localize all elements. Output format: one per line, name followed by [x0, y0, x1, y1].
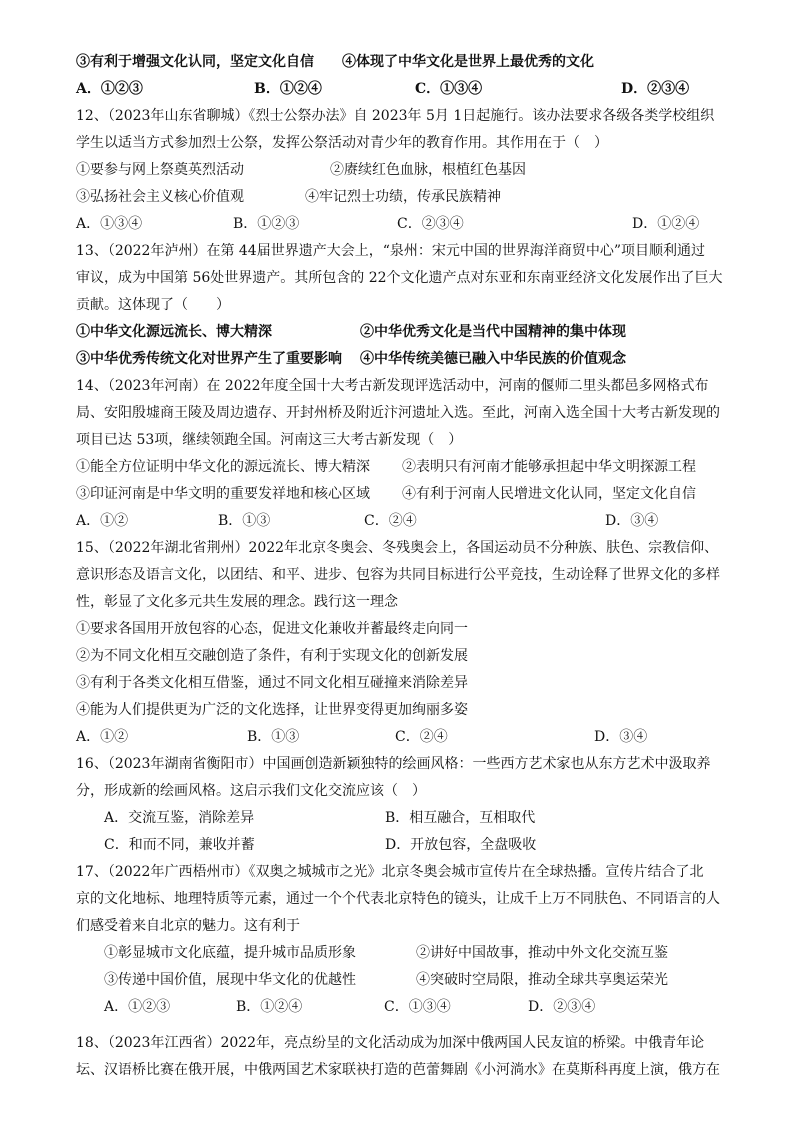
q12-option-1: ①要参与网上祭奠英烈活动	[76, 162, 244, 178]
q17-answer-d: D．②③④	[528, 999, 596, 1015]
q12-stem-line1: 12、（2023年山东省聊城）《烈士公祭办法》自 2023年 5月 1日起施行。该办法要求各级各类学校组织	[76, 108, 715, 124]
q14-answer-b: B．①③	[218, 513, 271, 529]
q16-answer-a: A．交流互鉴，消除差异	[104, 810, 255, 826]
q12-answer-a: A．①③④	[76, 216, 143, 232]
q12-stem-line2: 学生以适当方式参加烈士公祭，发挥公祭活动对青少年的教育作用。其作用在于（ ）	[76, 135, 608, 151]
q12-option-4: ④牢记烈士功绩，传承民族精神	[305, 189, 501, 205]
q17-stem-line2: 京的文化地标、地理特质等元素，通过一个个代表北京特色的镜头，让成千上万不同肤色、不同语言的人	[76, 891, 720, 907]
q15-option-1: ①要求各国用开放包容的心态，促进文化兼收并蓄最终走向同一	[76, 621, 468, 637]
q17-option-4: ④突破时空局限，推动全球共享奥运荣光	[416, 972, 668, 988]
q12-answer-b: B．①②③	[233, 216, 300, 232]
q14-answer-d: D．③④	[605, 513, 659, 529]
q13-stem-line1: 13、（2022年泸州）在第 44届世界遗产大会上，“泉州：宋元中国的世界海洋商贸中心”项目顺利通过	[76, 243, 706, 259]
q17-option-1: ①彰显城市文化底蕴，提升城市品质形象	[104, 945, 356, 961]
q15-option-4: ④能为人们提供更为广泛的文化选择，让世界变得更加绚丽多姿	[76, 702, 468, 718]
q15-answer-a: A．①②	[76, 729, 129, 745]
q16-answer-d: D．开放包容，全盘吸收	[385, 837, 537, 853]
q11-answer-c: C．①③④	[415, 81, 483, 97]
q15-option-3: ③有利于各类文化相互借鉴，通过不同文化相互碰撞来消除差异	[76, 675, 468, 691]
q18-stem-line2: 坛、汉语桥比赛在俄开展，中俄两国艺术家联袂打造的芭蕾舞剧《小河淌水》在莫斯科再度上演，俄方在	[76, 1062, 720, 1078]
q17-answer-b: B．①②④	[236, 999, 303, 1015]
q12-answer-c: C．②③④	[397, 216, 464, 232]
q16-answer-c: C．和而不同，兼收并蓄	[104, 837, 255, 853]
q17-answer-c: C．①③④	[384, 999, 451, 1015]
q14-stem-line1: 14、（2023年河南）在 2022年度全国十大考古新发现评选活动中，河南的偃师二里头都邑多网格式布	[76, 378, 709, 394]
q17-stem-line3: 们感受着来自北京的魅力。这有利于	[76, 918, 300, 934]
q12-option-3: ③弘扬社会主义核心价值观	[76, 189, 244, 205]
q15-option-2: ②为不同文化相互交融创造了条件，有利于实现文化的创新发展	[76, 648, 468, 664]
q17-answer-a: A．①②③	[104, 999, 171, 1015]
q14-option-1: ①能全方位证明中华文化的源远流长、博大精深	[76, 459, 370, 475]
q14-option-4: ④有利于河南人民增进文化认同，坚定文化自信	[402, 486, 696, 502]
q13-option-4: ④中华传统美德已融入中华民族的价值观念	[360, 351, 626, 367]
q15-stem-line3: 性，彰显了文化多元共生发展的理念。践行这一理念	[76, 594, 398, 610]
q13-option-2: ②中华优秀文化是当代中国精神的集中体现	[360, 324, 626, 340]
q18-stem-line1: 18、（2023年江西省）2022年，亮点纷呈的文化活动成为加深中俄两国人民友谊的桥梁。中俄青年论	[76, 1035, 705, 1051]
q16-answer-b: B．相互融合，互相取代	[385, 810, 536, 826]
q14-stem-line2: 局、安阳殷墟商王陵及周边遗存、开封州桥及附近汴河遗址入选。至此，河南入选全国十大考古新发现的	[76, 405, 720, 421]
q17-option-2: ②讲好中国故事，推动中外文化交流互鉴	[416, 945, 668, 961]
q14-option-2: ②表明只有河南才能够承担起中华文明探源工程	[402, 459, 696, 475]
q14-answer-c: C．②④	[364, 513, 417, 529]
q11-answer-d: D．②③④	[621, 81, 690, 97]
q13-stem-line2: 审议，成为中国第 56处世界遗产。其所包含的 22个文化遗产点对东亚和东南亚经济文化发展作出了巨大	[76, 270, 723, 286]
q17-option-3: ③传递中国价值，展现中华文化的优越性	[104, 972, 356, 988]
q14-option-3: ③印证河南是中华文明的重要发祥地和核心区域	[76, 486, 370, 502]
q13-stem-line3: 贡献。这体现了（ ）	[76, 297, 230, 313]
q15-answer-b: B．①③	[247, 729, 300, 745]
q15-stem-line1: 15、（2022年湖北省荆州）2022年北京冬奥会、冬残奥会上，各国运动员不分种族、肤色、宗教信仰、	[76, 540, 719, 556]
q15-answer-d: D．③④	[594, 729, 648, 745]
q13-option-3: ③中华优秀传统文化对世界产生了重要影响	[76, 351, 342, 367]
q14-answer-a: A．①②	[76, 513, 129, 529]
q11-options-row: ③有利于增强文化认同，坚定文化自信 ④体现了中华文化是世界上最优秀的文化	[76, 54, 594, 70]
q14-stem-line3: 项目已达 53项，继续领跑全国。河南这三大考古新发现（ ）	[76, 432, 463, 448]
q12-answer-d: D．①②④	[632, 216, 700, 232]
q15-stem-line2: 意识形态及语言文化，以团结、和平、进步、包容为共同目标进行公平竞技，生动诠释了世界文化的多样	[76, 567, 720, 583]
q16-stem-line1: 16、（2023年湖南省衡阳市）中国画创造新颖独特的绘画风格：一些西方艺术家也从东方艺术中汲取养	[76, 756, 711, 772]
q17-stem-line1: 17、（2022年广西梧州市）《双奥之城城市之光》北京冬奥会城市宣传片在全球热播。宣传片结合了北	[76, 864, 704, 880]
q13-option-1: ①中华文化源远流长、博大精深	[76, 324, 272, 340]
q12-option-2: ②赓续红色血脉，根植红色基因	[330, 162, 526, 178]
q11-answer-b: B．①②④	[254, 81, 322, 97]
q15-answer-c: C．②④	[395, 729, 448, 745]
q16-stem-line2: 分，形成新的绘画风格。这启示我们文化交流应该（ ）	[76, 783, 426, 799]
q11-answer-a: A．①②③	[76, 81, 143, 97]
